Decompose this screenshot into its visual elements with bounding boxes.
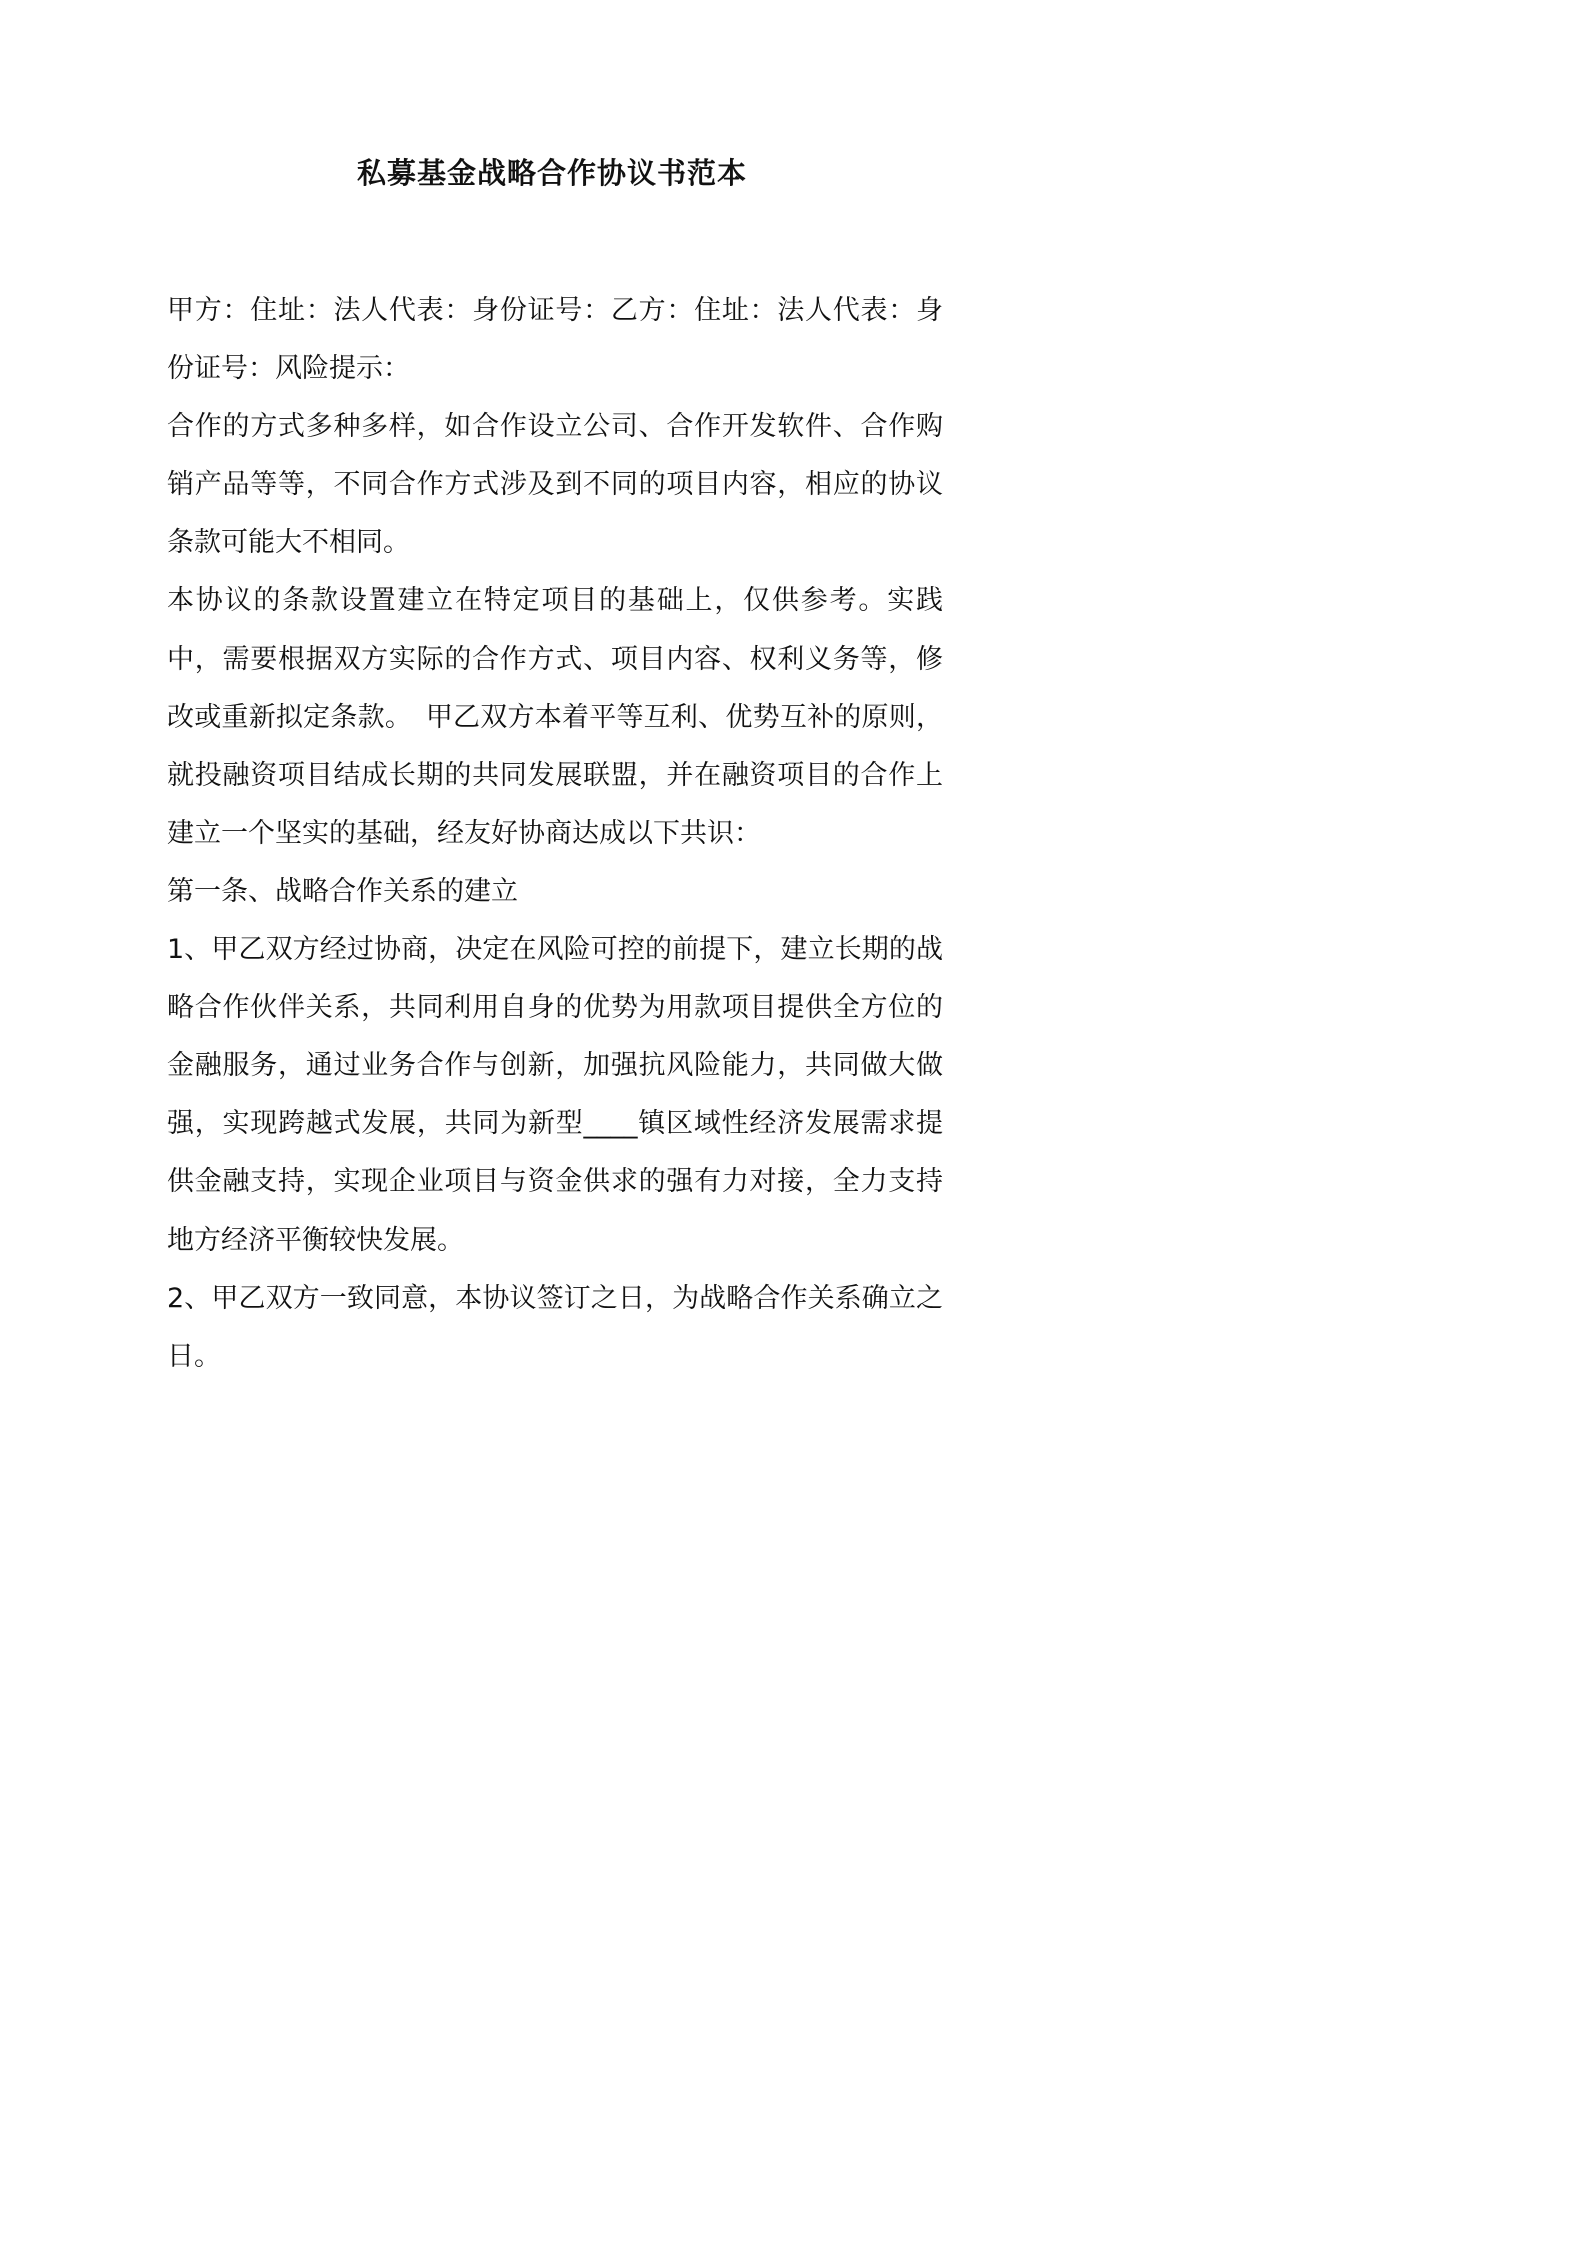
- clause-2-paragraph: 2、甲乙双方一致同意，本协议签订之日，为战略合作关系确立之日。: [167, 1282, 943, 1372]
- clause-1-paragraph: 1、甲乙双方经过协商，决定在风险可控的前提下，建立长期的战略合作伙伴关系，共同利用自身的优势为用款项目提供全方位的金融服务，通过业务合作与创新，加强抗风险能力，共同做大做强，实现跨越式发展，共同为新型____镇区域性经济发展需求提供金融支持，实现企业项目与资金供求的强有力对接，全力支持地方经济平衡较快发展。: [167, 934, 943, 1256]
- parties-paragraph: 甲方：住址：法人代表：身份证号：乙方：住址：法人代表：身份证号：风险提示：: [167, 295, 943, 385]
- document-body: [167, 282, 943, 1386]
- article-heading: 第一条、战略合作关系的建立: [167, 875, 518, 907]
- preamble-paragraph: 本协议的条款设置建立在特定项目的基础上，仅供参考。实践中，需要根据双方实际的合作方式、项目内容、权利义务等，修改或重新拟定条款。 甲乙双方本着平等互利、优势互补的原则，就投融资项目结成长期的共同发展联盟，并在融资项目的合作上建立一个坚实的基础，经友好协商达成以下共识：: [167, 585, 943, 849]
- document-title: 私募基金战略合作协议书范本: [356, 156, 747, 190]
- document-page: [0, 0, 1104, 1562]
- risk-notice-paragraph: 合作的方式多种多样，如合作设立公司、合作开发软件、合作购销产品等等，不同合作方式涉及到不同的项目内容，相应的协议条款可能大不相同。: [167, 411, 943, 559]
